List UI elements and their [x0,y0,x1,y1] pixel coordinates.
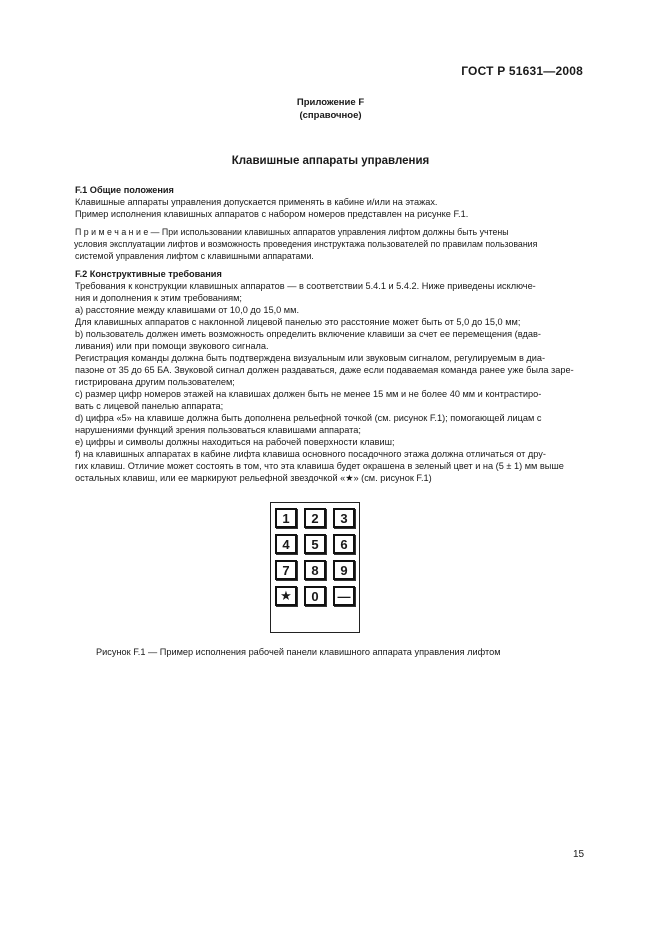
key-8: 8 [304,560,326,580]
page-number: 15 [573,849,585,860]
key-star: ★ [275,586,297,606]
standard-code: ГОСТ Р 51631—2008 [461,64,583,78]
paragraph-line: b) пользователь должен иметь возможность определить включение клавиши за счет ее перемещения (вдав- [75,329,541,339]
keypad-figure [270,502,360,633]
paragraph-line: f) на клавишных аппаратах в кабине лифта клавиша основного посадочного этажа должна отличаться от дру- [75,449,546,459]
key-0: 0 [304,586,326,606]
keypad-row [275,586,355,606]
key-3: 3 [333,508,355,528]
note-line: условия эксплуатации лифтов и возможность проведения инструктажа пользователей по правилам пользования [74,239,538,249]
paragraph-line: Регистрация команды должна быть подтверждена визуальным или звуковым сигналом, регулируемым в диа- [75,353,546,363]
key-2: 2 [304,508,326,528]
section-f2-heading: F.2 Конструктивные требования [75,269,222,279]
paragraph-line: Клавишные аппараты управления допускается применять в кабине и/или на этажах. [75,197,438,207]
keypad-keys [275,508,355,612]
paragraph-line: вать с лицевой панелью аппарата; [75,401,224,411]
paragraph-line: Требования к конструкции клавишных аппаратов — в соответствии 5.4.1 и 5.4.2. Ниже приведены исключе- [75,281,536,291]
paragraph-line: нарушениями функций зрения пользоваться клавишами аппарата; [75,425,361,435]
key-7: 7 [275,560,297,580]
key-4: 4 [275,534,297,554]
paragraph-line: с) размер цифр номеров этажей на клавишах должен быть не менее 15 мм и не более 40 мм и контрастиро- [75,389,542,399]
paragraph-line: d) цифра «5» на клавише должна быть дополнена рельефной точкой (см. рисунок F.1); помогающей лицам с [75,413,542,423]
paragraph-line: Пример исполнения клавишных аппаратов с набором номеров представлен на рисунке F.1. [75,209,469,219]
key-5: 5 [304,534,326,554]
paragraph-line: гистрирована другим пользователем; [75,377,235,387]
paragraph-line: е) цифры и символы должны находиться на рабочей поверхности клавиш; [75,437,395,447]
key-dash: — [333,586,355,606]
paragraph-line: Для клавишных аппаратов с наклонной лицевой панелью это расстояние может быть от 5,0 до 15,0 мм; [75,317,521,327]
appendix-type: (справочное) [299,110,362,121]
keypad-row [275,560,355,580]
note-line: системой управления лифтом с клавишными аппаратами. [75,251,314,261]
key-9: 9 [333,560,355,580]
key-1: 1 [275,508,297,528]
section-f1 [75,184,581,220]
page-title: Клавишные аппараты управления [231,155,430,167]
note-line: П р и м е ч а н и е — При использовании клавишных аппаратов управления лифтом должны быть учтены [75,227,509,237]
keypad-row [275,508,355,528]
key-6: 6 [333,534,355,554]
appendix-label: Приложение F [296,97,365,108]
paragraph-line: пазоне от 35 до 65 БА. Звуковой сигнал должен раздаваться, даже если подаваемая команда ранее уже была заре- [75,365,574,375]
figure-caption: Рисунок F.1 — Пример исполнения рабочей панели клавишного аппарата управления лифтом [96,647,501,657]
paragraph-line: гих клавиш. Отличие может состоять в том, что эта клавиша будет окрашена в зеленый цвет и на (5 ± 1) мм выше [75,461,564,471]
paragraph-line: ния и дополнения к этим требованиям; [75,293,242,303]
paragraph-line: остальных клавиш, или ее маркируют рельефной звездочкой «★» (см. рисунок F.1) [75,473,432,483]
keypad-row [275,534,355,554]
section-f1-heading: F.1 Общие положения [75,185,174,195]
note-block [75,226,581,262]
paragraph-line: а) расстояние между клавишами от 10,0 до 15,0 мм. [75,305,299,315]
paragraph-line: ливания) или при помощи звукового сигнала. [75,341,269,351]
section-f2 [75,268,581,484]
